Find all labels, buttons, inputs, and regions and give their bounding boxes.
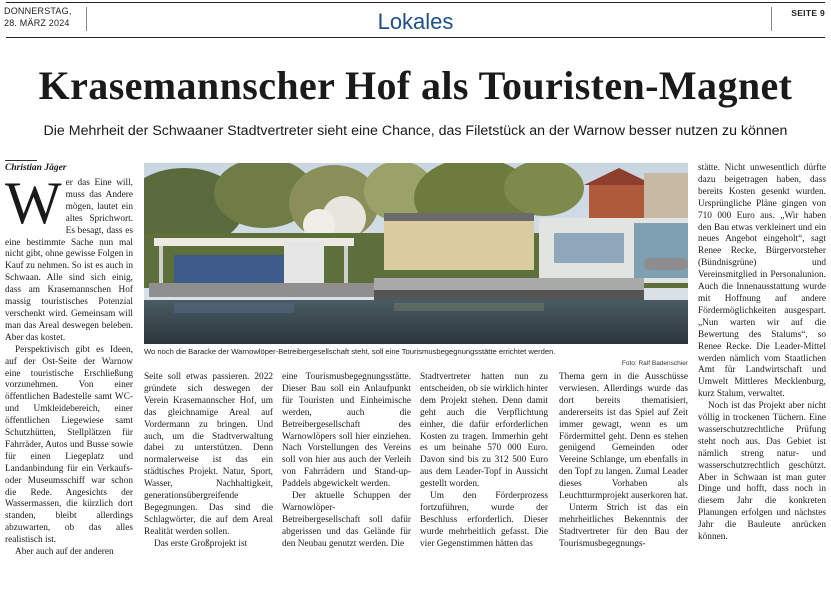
header-divider-right [771, 7, 772, 31]
text-column-5 [559, 372, 688, 586]
text-column-2 [144, 372, 273, 586]
weekday: DONNERSTAG, [4, 6, 72, 16]
paragraph: Perspektivisch gibt es Ideen, auf der Ost-Seite der Warnow eine touristische Erschließung vorzunehmen. Von einer öffentlichen Badestelle samt WC- und Umkleidebereich, einer öffentlichen Liegewiese samt Schutzhütten, Stellplätzen für Fahrräder, Autos und Busse sowie für einen Liegeplatz und Landanbindung für ein Verkaufs- oder Museumsschiff war schon die Rede. Angesichts der Wassermassen, die kürzlich dort standen, bleibt allerdings abzuwarten, ob das alles realistisch ist. [5, 344, 133, 546]
paragraph: eine Tourismusbegegnungsstätte. Dieser Bau soll ein Anlaufpunkt für Touristen und Einheimische werden, auch die Betreibergesellschaft des Warnowlöpers soll hier einziehen. Nach Vorstellungen des Vereins soll von hier aus auch der Verleih von Fahrrädern und Stand-up-Paddels abgewickelt werden. [282, 372, 411, 490]
article-photo [144, 163, 688, 344]
header-top-rule [6, 2, 825, 3]
header-bottom-rule [6, 37, 825, 38]
text-column-1 [5, 178, 133, 586]
paragraph: Um den Förderprozess fortzuführen, wurde der Beschluss erforderlich. Dieser wurde mehrheitlich gefasst. Die vier Gegenstimmen hätten das [420, 491, 548, 549]
paragraph: Stadtvertreter hatten nun zu entscheiden, ob sie wirklich hinter dem Projekt stehen. Denn damit geht auch die Verpflichtung einher, die dafür erforderlichen Kosten zu tragen. Immerhin geht es um beinahe 570 000 Euro. Davon sind bis zu 312 500 Euro aus dem Leader-Topf in Aussicht gestellt worden. [420, 372, 548, 490]
paragraph: Der aktuelle Schuppen der Warnowlöper-Betreibergesellschaft soll dafür abgerissen und das Gelände für den Neubau genutzt werden. Die [282, 491, 411, 549]
paragraph-intro [5, 178, 133, 345]
text-column-3 [282, 372, 411, 586]
article-headline: Krasemannscher Hof als Touristen-Magnet [38, 63, 793, 108]
article-subheadline: Die Mehrheit der Schwaaner Stadtvertreter sieht eine Chance, das Filetstück an der Warnow besser nutzen zu können [43, 123, 788, 139]
text-column-4 [420, 372, 548, 586]
photo-caption: Wo noch die Baracke der Warnowlöper-Betreibergesellschaft steht, soll eine Tourismusbegegnungsstätte errichtet werden. [144, 347, 556, 356]
paragraph: Unterm Strich ist das ein mehrheitliches Bekenntnis der Stadtvertreter für den Bau der Tourismusbegegnungs- [559, 502, 688, 549]
date: 28. MÄRZ 2024 [4, 17, 70, 28]
page-number: SEITE 9 [791, 8, 825, 18]
intro-text: er das Eine will, muss das Andere mögen, lautet ein altes Sprichwort. Es besagt, dass es eine bestimmte Sache nun mal nicht gibt, ohne gewisse Folgen in Kauf zu nehmen. So ist es auch in Schwaan. Alle sind sich einig, dass am Krasemannschen Hof massig touristisches Potenzial verschenkt wird. Gemeinsam will man das Areal deswegen beleben. Aber das kostet. [5, 178, 133, 343]
byline-rule [5, 160, 37, 161]
text-column-6 [698, 163, 826, 586]
paragraph: Aber auch auf der anderen [15, 547, 114, 558]
drop-cap: W [5, 178, 62, 236]
paragraph: stätte. Nicht unwesentlich dürfte dazu beigetragen haben, dass bereits Kosten gesenkt wurden. Ursprüngliche Pläne gingen von 710 000 Euro aus. „Wir haben den Bau etwas verkleinert und ein neues Angebot eingeholt“, sagt Renee Recke, Bürgervorsteher (Bündnisgrüne) und Vereinsmitglied in Personalunion. Auch die Innenausstattung wurde mit Hoffnung auf andere Fördermöglichkeiten ausgespart. „Nun warten wir auf die Bewertung des Stalums“, so Renee Recke. Die Leader-Mittel werden nämlich vom Staatlichen Amt für Landwirtschaft und Umwelt Mittleres Mecklenburg, kurz Stalum, verwaltet. [698, 163, 826, 400]
photo-credit: Foto: Ralf Badenschier [621, 360, 688, 367]
paragraph: Seite soll etwas passieren. 2022 gründete sich deswegen der Verein Krasemannscher Hof, um das gleichnamige Areal auf Vordermann zu bringen. Und auch, um die Stadtverwaltung dabei zu unterstützen. Denn normalerweise ist das ein städtisches Projekt. Natur, Sport, Wasser, Nachhaltigkeit, generationsübergreifende Begegnungen. Das sind die Schlagwörter, die auf dem Areal Realität werden sollen. [144, 372, 273, 537]
section-title: Lokales [377, 9, 454, 34]
paragraph: Noch ist das Projekt aber nicht völlig in trockenen Tüchern. Eine wasserschutzrechtliche Prüfung steht noch aus. Das Gebiet ist nämlich streng natur- und wasserschutzrechtlich geschützt. Aber in Schwaan ist man guter Dinge und hofft, dass noch in diesem Jahr die konkreten Planungen erfolgen und nächstes Jahr die Bauleute anrücken können. [698, 401, 826, 543]
page-header [0, 0, 831, 40]
paragraph: Das erste Großprojekt ist [154, 538, 248, 549]
author-byline: Christian Jäger [5, 163, 67, 173]
paragraph: Thema gern in die Ausschüsse verwiesen. Allerdings wurde das dort bereits thematisiert, andererseits ist das Spiel auf Zeit immer gewagt, wenn es um Fördermittel geht. Denn es stehen genügend Gemeinden oder Vereine Schlange, um ebenfalls in den Topf zu langen. Zumal Leader dieses Vorhaben als Leuchtturmprojekt auserkoren hat. [559, 372, 688, 502]
river-harbor-photo [144, 163, 688, 344]
